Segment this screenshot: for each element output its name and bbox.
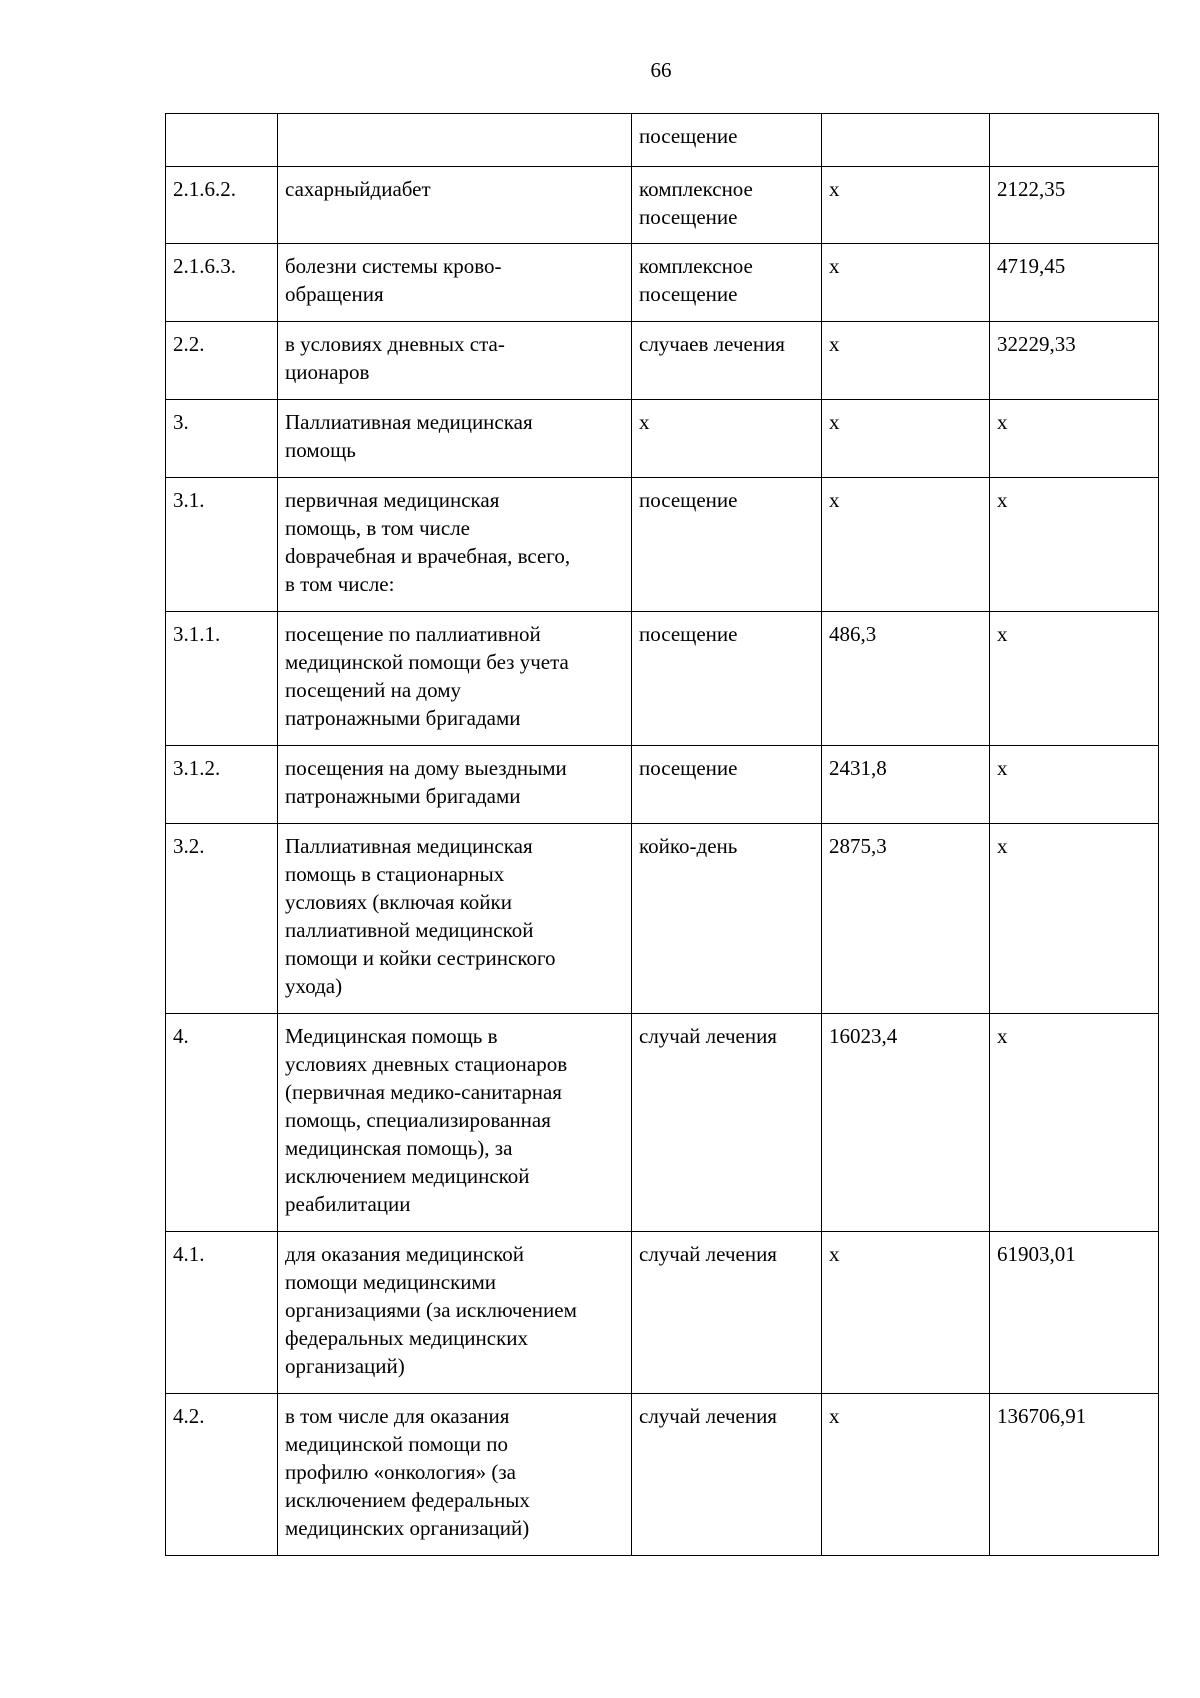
row-unit-cell: случай лечения [632,1394,822,1556]
row-number-cell: 3.1.2. [166,746,278,824]
row-cost-cell: х [990,612,1159,746]
row-unit-cell: случаев лечения [632,322,822,400]
row-volume-cell: х [822,244,990,322]
row-volume-cell: х [822,400,990,478]
row-name-cell: посещение по паллиативной медицинской помощи без учета посещений на дому патронажными бригадами [278,612,632,746]
table-row [166,400,1159,478]
row-volume-cell: х [822,167,990,244]
row-cost-cell: 32229,33 [990,322,1159,400]
table-body [166,114,1159,1556]
row-name-cell: Паллиативная медицинская помощь в стационарных условиях (включая койки паллиативной медицинской помощи и койки сестринского ухода) [278,824,632,1014]
row-unit-cell: комплексное посещение [632,167,822,244]
row-unit-cell: случай лечения [632,1014,822,1232]
row-volume-cell: х [822,1232,990,1394]
row-unit-cell: случай лечения [632,1232,822,1394]
table-row [166,1394,1159,1556]
row-cost-cell: х [990,824,1159,1014]
row-name-cell: сахарныйдиабет [278,167,632,244]
row-unit-cell: х [632,400,822,478]
row-volume-cell [822,114,990,167]
table-row [166,322,1159,400]
row-cost-cell [990,114,1159,167]
row-name-cell: в том числе для оказания медицинской помощи по профилю «онкология» (за исключением федеральных медицинских организаций) [278,1394,632,1556]
row-name-cell: первичная медицинская помощь, в том числе doврачебная и врачебная, всего, в том числе: [278,478,632,612]
row-unit-cell: посещение [632,114,822,167]
row-number-cell: 2.1.6.3. [166,244,278,322]
row-cost-cell: 136706,91 [990,1394,1159,1556]
table-row [166,114,1159,167]
row-volume-cell: х [822,478,990,612]
row-volume-cell: 486,3 [822,612,990,746]
row-name-cell: посещения на дому выездными патронажными бригадами [278,746,632,824]
row-number-cell: 2.2. [166,322,278,400]
row-number-cell: 2.1.6.2. [166,167,278,244]
row-number-cell: 3. [166,400,278,478]
row-name-cell [278,114,632,167]
row-unit-cell: посещение [632,478,822,612]
table-row [166,824,1159,1014]
table-row [166,1014,1159,1232]
row-cost-cell: х [990,400,1159,478]
row-volume-cell: х [822,322,990,400]
row-volume-cell: 2431,8 [822,746,990,824]
row-name-cell: для оказания медицинской помощи медицинскими организациями (за исключением федеральных медицинских организаций) [278,1232,632,1394]
row-cost-cell: х [990,478,1159,612]
row-volume-cell: 16023,4 [822,1014,990,1232]
table-row [166,167,1159,244]
row-unit-cell: посещение [632,746,822,824]
row-cost-cell: 61903,01 [990,1232,1159,1394]
row-number-cell: 3.1. [166,478,278,612]
row-unit-cell: комплексное посещение [632,244,822,322]
row-cost-cell: 4719,45 [990,244,1159,322]
table-row [166,244,1159,322]
row-name-cell: Медицинская помощь в условиях дневных стационаров (первичная медико-санитарная помощь, специализированная медицинская помощь), за исключением медицинской реабилитации [278,1014,632,1232]
row-name-cell: в условиях дневных ста- ционаров [278,322,632,400]
row-unit-cell: койко-день [632,824,822,1014]
page-number: 66 [650,58,672,82]
row-name-cell: Паллиативная медицинская помощь [278,400,632,478]
row-volume-cell: 2875,3 [822,824,990,1014]
table-row [166,612,1159,746]
services-table [165,113,1159,1556]
row-number-cell: 4.2. [166,1394,278,1556]
row-name-cell: болезни системы крово- обращения [278,244,632,322]
row-number-cell: 3.2. [166,824,278,1014]
row-volume-cell: х [822,1394,990,1556]
table-row [166,1232,1159,1394]
row-cost-cell: х [990,746,1159,824]
row-unit-cell: посещение [632,612,822,746]
row-number-cell [166,114,278,167]
table-row [166,746,1159,824]
row-number-cell: 4.1. [166,1232,278,1394]
row-cost-cell: 2122,35 [990,167,1159,244]
table-row [166,478,1159,612]
row-number-cell: 3.1.1. [166,612,278,746]
row-cost-cell: х [990,1014,1159,1232]
row-number-cell: 4. [166,1014,278,1232]
